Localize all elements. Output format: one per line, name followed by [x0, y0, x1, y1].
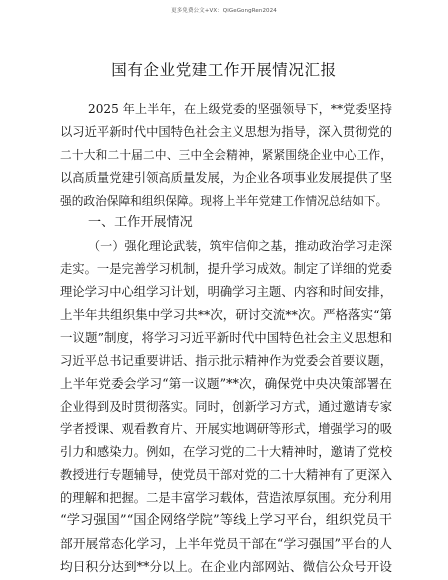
body-line: 企业得到及时贯彻落实。同时，创新学习方式，通过邀请专家: [60, 399, 393, 414]
body-line: （一）强化理论武装，筑牢信仰之基，推动政治学习走深: [88, 239, 392, 254]
body-line: “学习强国”“国企网络学院”等线上学习平台，组织党员干: [60, 513, 392, 529]
document-body: [60, 98, 392, 579]
document-title: 国有企业党建工作开展情况汇报: [111, 61, 337, 79]
body-line: 以习近平新时代中国特色社会主义思想为指导，深入贯彻党的: [60, 124, 393, 139]
body-line: 2025 年上半年，在上级党委的坚强领导下，**党委坚持: [88, 102, 392, 116]
body-line: 教授进行专题辅导，使党员干部对党的二十大精神有了更深入: [60, 468, 393, 483]
body-line: 一议题”制度，将学习习近平新时代中国特色社会主义思想和: [60, 329, 392, 345]
body-line: 走实。一是完善学习机制，提升学习成效。制定了详细的党委: [60, 262, 393, 277]
body-line: 均日积分达到**分以上。在企业内部网站、微信公众号开设: [60, 558, 392, 574]
body-line: 引力和感染力。例如，在学习党的二十大精神时，邀请了党校: [60, 445, 393, 460]
body-line: 以高质量党建引领高质量发展，为企业各项事业发展提供了坚: [60, 170, 393, 185]
header-note: 更多免费公文+VX：QiGeGongRen2024: [171, 8, 277, 14]
body-line: 一、工作开展情况: [88, 215, 193, 231]
body-line: 强的政治保障和组织保障。现将上半年党建工作情况总结如下。: [60, 193, 388, 208]
body-line: 的理解和把握。二是丰富学习载体，营造浓厚氛围。充分利用: [60, 491, 393, 506]
body-line: 学者授课、观看教育片、开展实地调研等形式，增强学习的吸: [60, 422, 393, 437]
body-line: 二十大和二十届二中、三中全会精神，紧紧围绕企业中心工作，: [60, 147, 392, 162]
body-line: 上半年党委会学习“第一议题”**次，确保党中央决策部署在: [60, 375, 392, 391]
body-line: 部开展常态化学习，上半年党员干部在“学习强国”平台的人: [60, 535, 392, 551]
body-line: 上半年共组织集中学习共**次，研讨交流**次。严格落实“第: [60, 307, 392, 323]
body-line: 习近平总书记重要讲话、指示批示精神作为党委会首要议题，: [60, 353, 393, 368]
body-line: 理论学习中心组学习计划，明确学习主题、内容和时间安排，: [60, 285, 393, 300]
